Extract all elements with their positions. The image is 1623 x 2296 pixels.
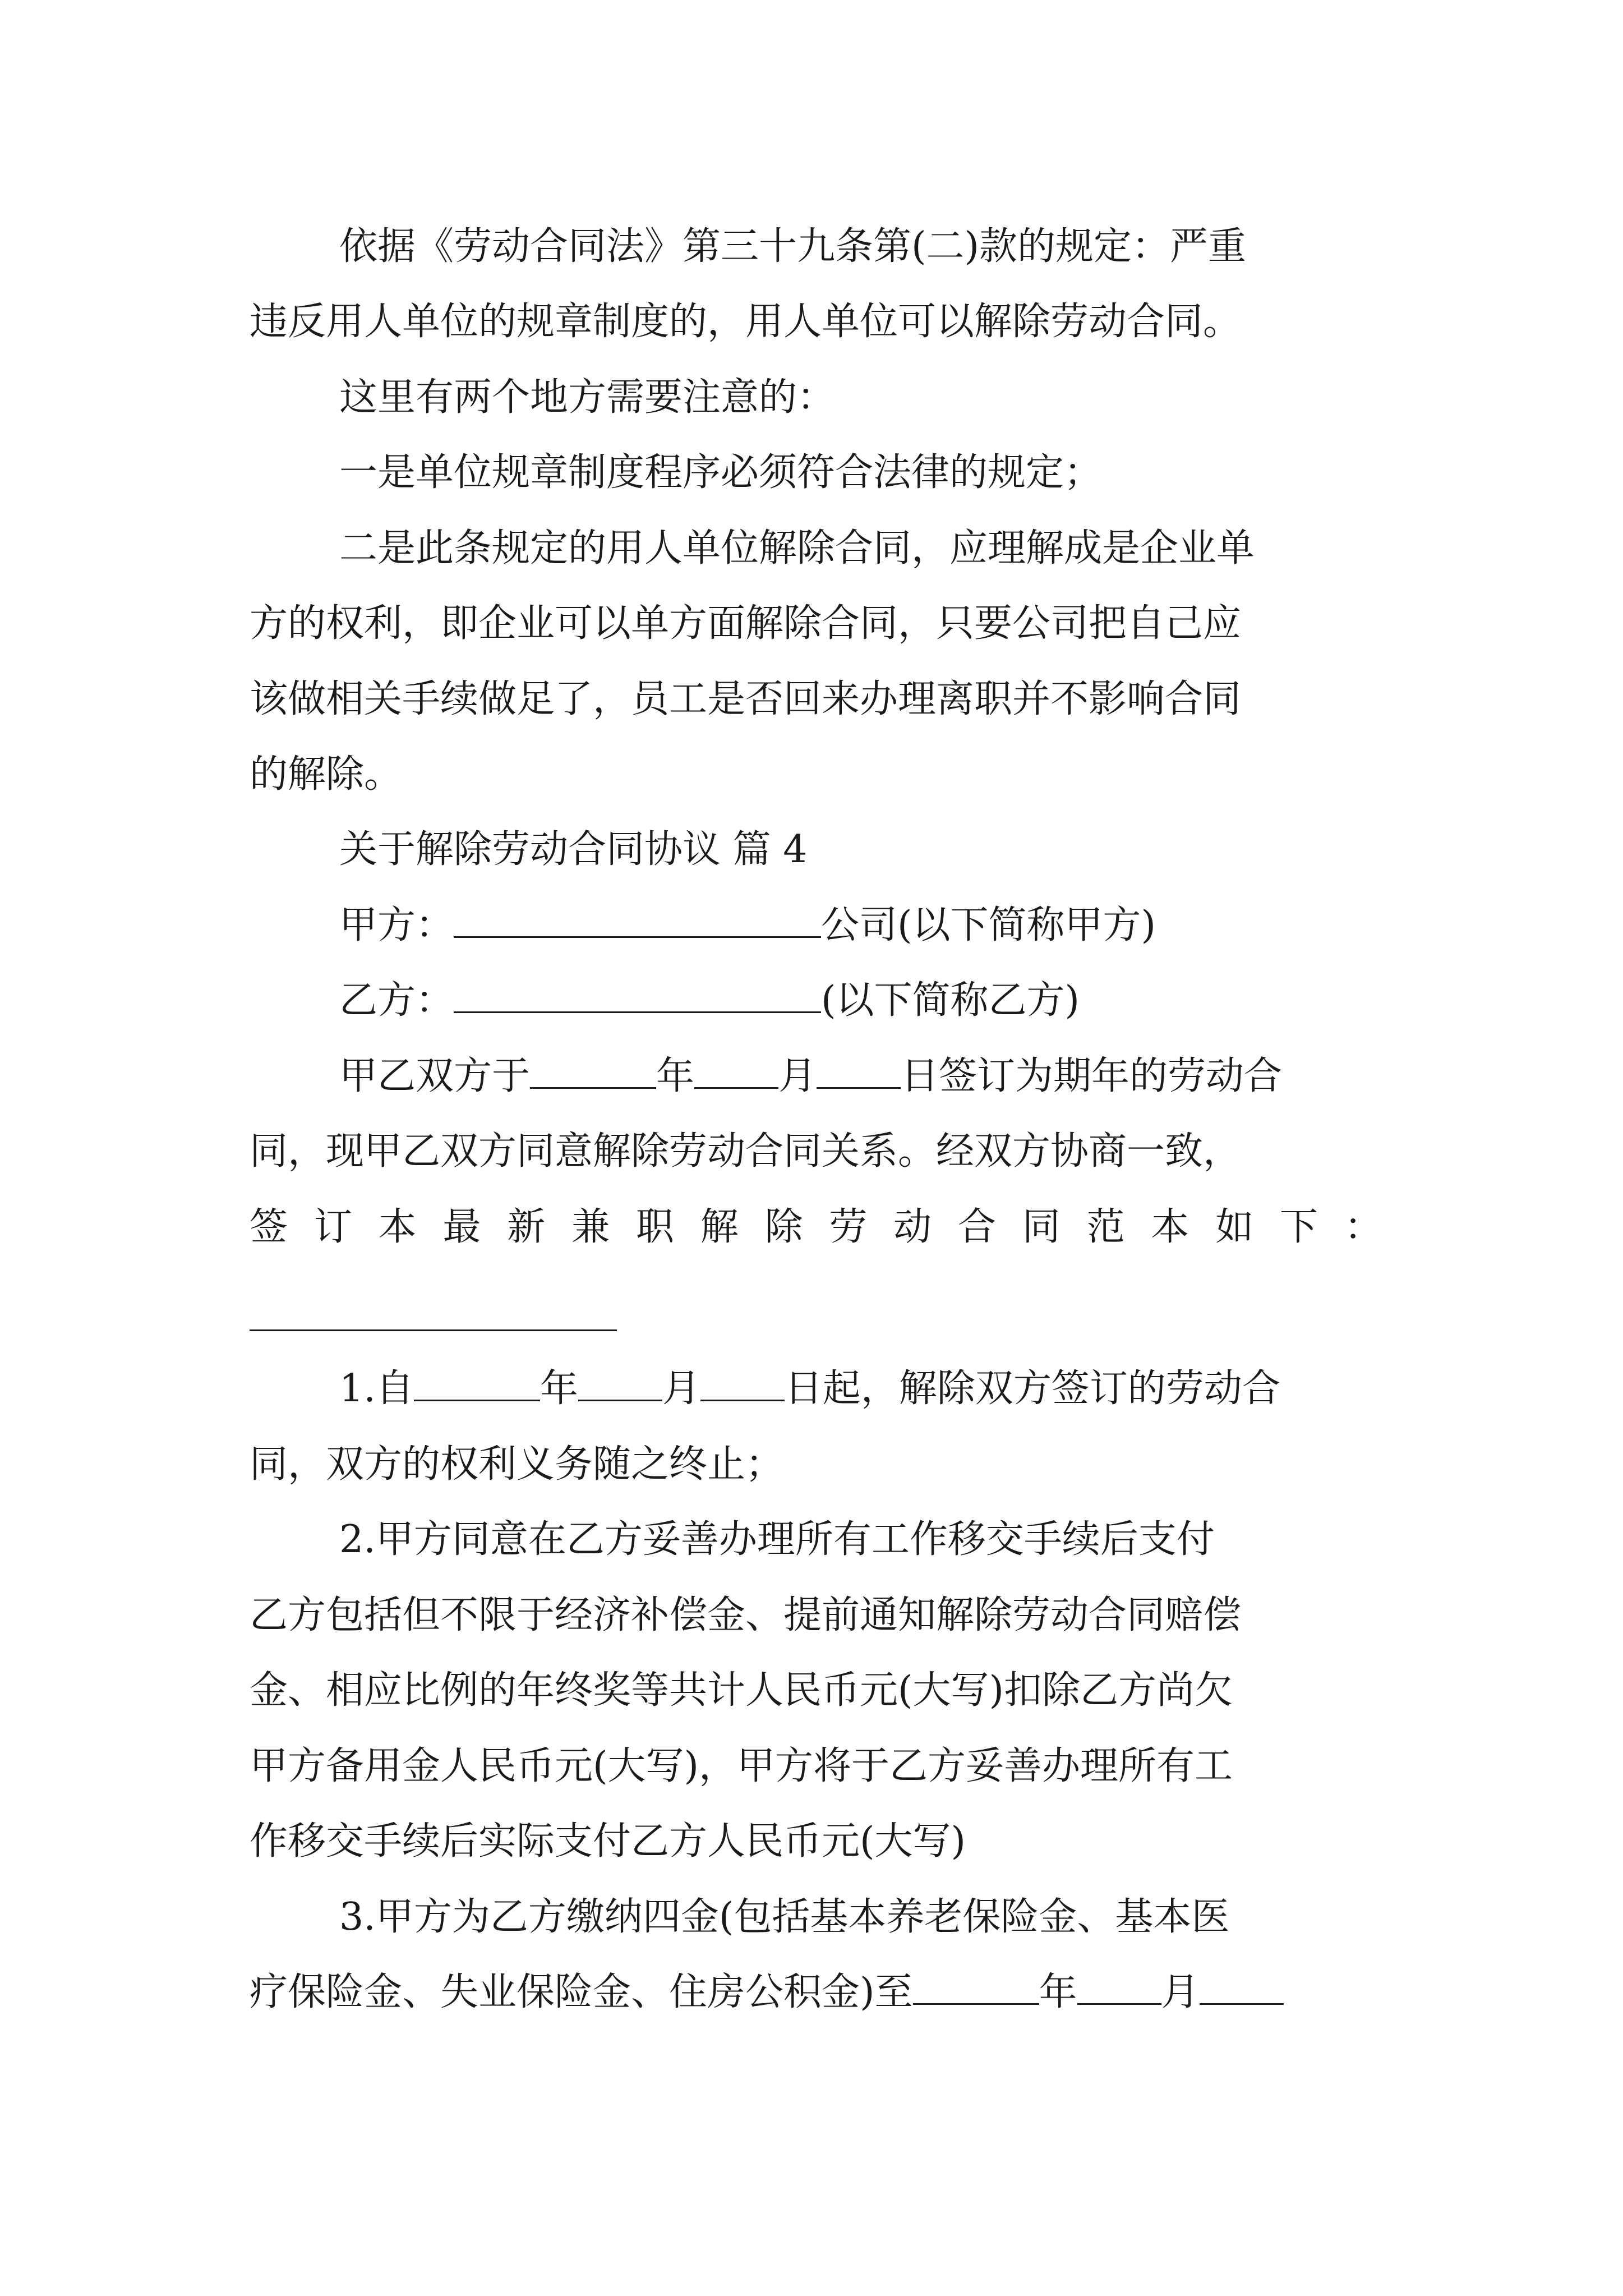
- clause-1-year-blank: [414, 1365, 540, 1401]
- note-paragraph: 这里有两个地方需要注意的：: [339, 375, 836, 420]
- intro-line-3-char: 职: [635, 1205, 674, 1249]
- intro-line-3-char: 除: [764, 1205, 803, 1249]
- clause-1-month-blank: [578, 1365, 662, 1401]
- clause-1-month-text: 月: [662, 1366, 700, 1411]
- intro-line-3-char: 订: [313, 1205, 352, 1249]
- clause-3-line-1: 3.甲方为乙方缴纳四金(包括基本养老保险金、基本医: [339, 1895, 1230, 1939]
- intro-line-3-char: 本: [1151, 1205, 1189, 1249]
- clause-3-line-2: [250, 1967, 1284, 2018]
- intro-month-blank: [694, 1052, 778, 1089]
- point-two-line-2: 方的权利，即企业可以单方面解除合同，只要公司把自己应: [250, 601, 1242, 646]
- party-a-label: 甲方：: [339, 903, 454, 947]
- intro-line-3-char: 兼: [571, 1205, 610, 1249]
- law-paragraph-line-2: 违反用人单位的规章制度的，用人单位可以解除劳动合同。: [250, 300, 1242, 344]
- party-a-blank: [454, 901, 821, 938]
- clause-3-year-blank: [913, 1968, 1039, 2005]
- intro-line-3-char: 本: [378, 1205, 417, 1249]
- intro-line-2: 同，现甲乙双方同意解除劳动合同关系。经双方协商一致，: [250, 1129, 1242, 1174]
- intro-line-3-char: 最: [442, 1205, 481, 1249]
- point-one: 一是单位规章制度程序必须符合法律的规定；: [339, 450, 1103, 495]
- intro-line-3-char: 动: [893, 1205, 932, 1249]
- clause-2-line-2: 乙方包括但不限于经济补偿金、提前通知解除劳动合同赔偿: [250, 1593, 1242, 1637]
- clause-1-day-text: 日起，解除双方签订的劳动合: [784, 1366, 1280, 1411]
- intro-line-3-char: 劳: [829, 1205, 868, 1249]
- clause-1-year-text: 年: [540, 1366, 578, 1411]
- intro-line-3-char: 范: [1086, 1205, 1125, 1249]
- party-a-line: [339, 900, 1156, 951]
- intro-text-a: 甲乙双方于: [339, 1054, 531, 1098]
- clause-1-text-a: 1.自: [339, 1366, 414, 1411]
- party-b-suffix: (以下简称乙方): [821, 978, 1080, 1023]
- signature-blank-line: [250, 1329, 617, 1331]
- intro-line-3-char: 如: [1215, 1205, 1254, 1249]
- clause-1-line-1: [339, 1364, 1280, 1414]
- intro-day-text: 日签订为期年的劳动合: [901, 1054, 1283, 1098]
- clause-3-text-a: 疗保险金、失业保险金、住房公积金)至: [250, 1970, 913, 2014]
- intro-day-blank: [817, 1052, 901, 1089]
- intro-line-3-char: ：: [1344, 1205, 1382, 1249]
- party-b-label: 乙方：: [339, 978, 454, 1023]
- point-two-line-1: 二是此条规定的用人单位解除合同，应理解成是企业单: [339, 526, 1255, 570]
- clause-3-trailing-blank: [1200, 1968, 1284, 2005]
- clause-2-line-3: 金、相应比例的年终奖等共计人民币元(大写)扣除乙方尚欠: [250, 1668, 1233, 1713]
- clause-2-line-1: 2.甲方同意在乙方妥善办理所有工作移交手续后支付: [339, 1517, 1215, 1562]
- intro-line-3-char: 同: [1022, 1205, 1061, 1249]
- intro-year-text: 年: [656, 1054, 695, 1098]
- intro-line-1: [339, 1051, 1282, 1102]
- party-a-suffix: 公司(以下简称甲方): [821, 903, 1156, 947]
- intro-line-3-char: 合: [957, 1205, 996, 1249]
- clause-2-line-4: 甲方备用金人民币元(大写)，甲方将于乙方妥善办理所有工: [250, 1744, 1233, 1788]
- law-paragraph-line-1: 依据《劳动合同法》第三十九条第(二)款的规定：严重: [339, 224, 1247, 269]
- clause-3-year-text: 年: [1039, 1970, 1077, 2014]
- intro-month-text: 月: [778, 1054, 817, 1098]
- intro-line-3-char: 解: [700, 1205, 739, 1249]
- clause-3-month-text: 月: [1161, 1970, 1200, 2014]
- clause-2-line-5: 作移交手续后实际支付乙方人民币元(大写): [250, 1819, 966, 1864]
- intro-line-3: [250, 1202, 1382, 1253]
- intro-line-3-char: 签: [250, 1205, 288, 1249]
- clause-3-month-blank: [1077, 1968, 1161, 2005]
- intro-year-blank: [530, 1052, 656, 1089]
- clause-1-line-2: 同，双方的权利义务随之终止；: [250, 1442, 784, 1487]
- party-b-line: [339, 976, 1080, 1026]
- clause-1-day-blank: [700, 1365, 785, 1401]
- section-title: 关于解除劳动合同协议 篇 4: [339, 827, 808, 872]
- party-b-blank: [454, 977, 821, 1013]
- point-two-line-4: 的解除。: [250, 752, 403, 797]
- intro-line-3-char: 新: [507, 1205, 546, 1249]
- point-two-line-3: 该做相关手续做足了，员工是否回来办理离职并不影响合同: [250, 677, 1242, 721]
- intro-line-3-char: 下: [1280, 1205, 1318, 1249]
